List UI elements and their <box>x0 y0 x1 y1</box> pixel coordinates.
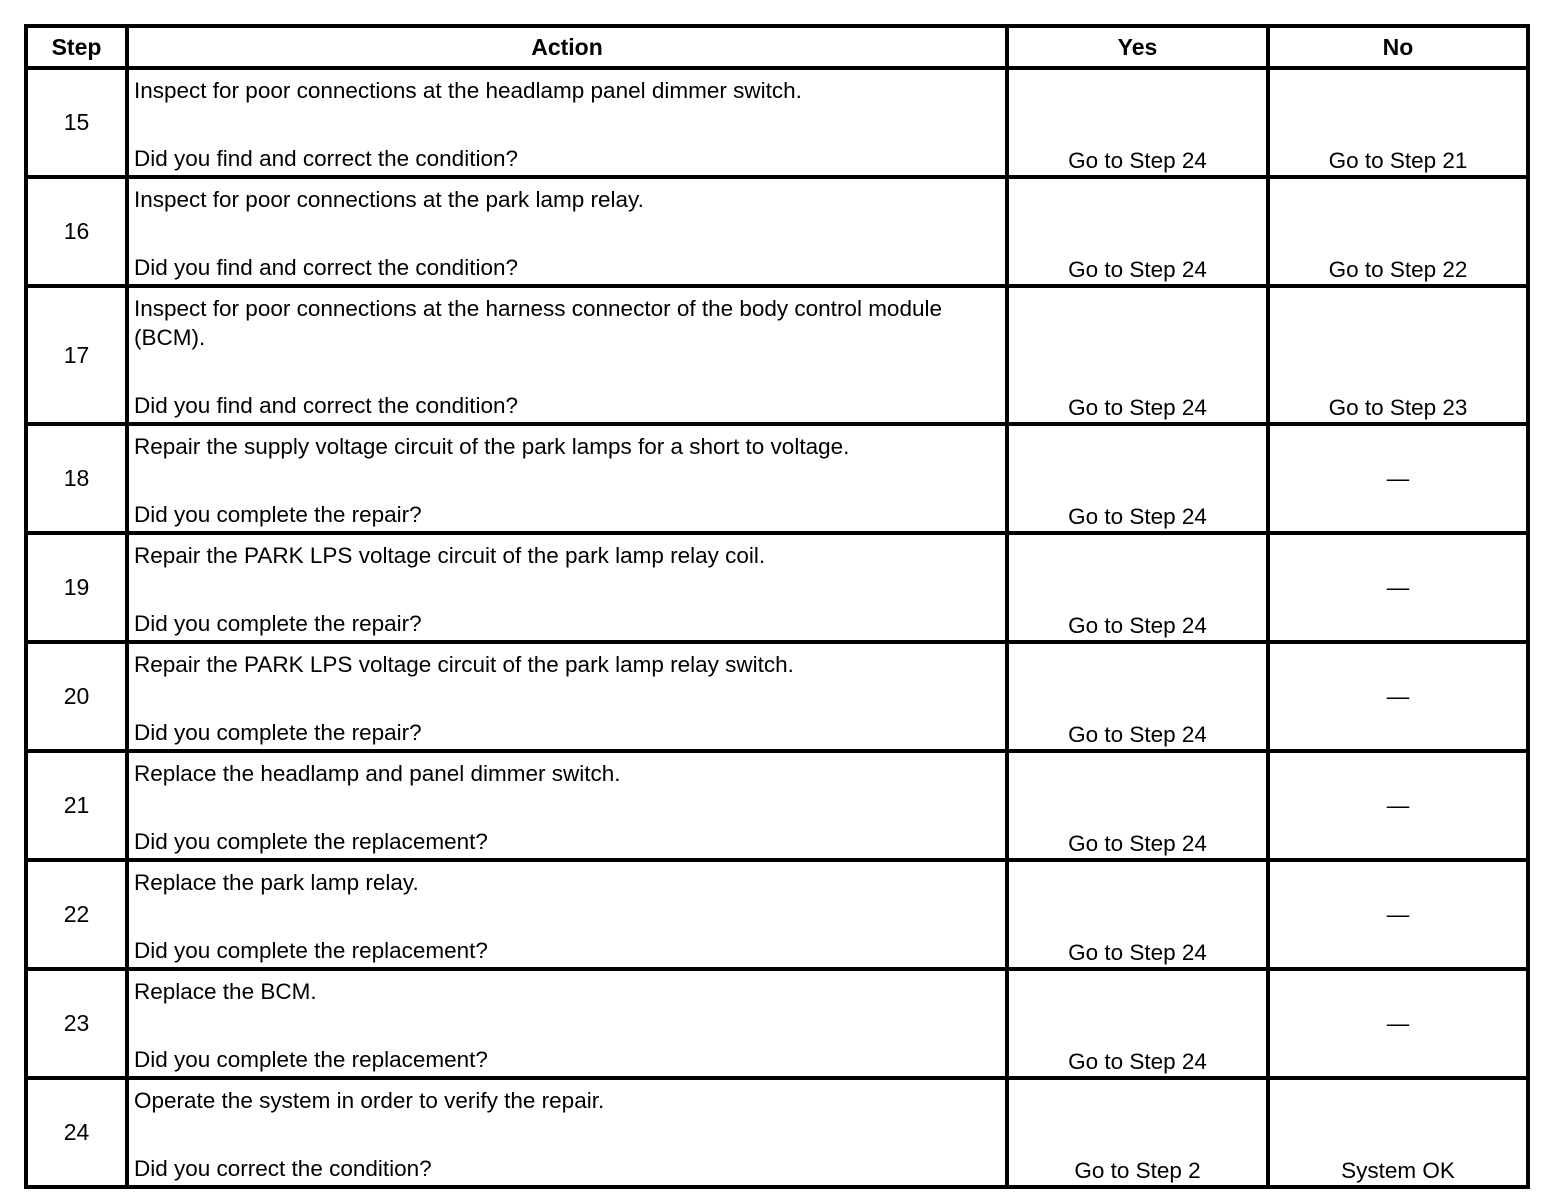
step-number: 21 <box>26 751 127 860</box>
step-number: 20 <box>26 642 127 751</box>
action-question: Did you complete the repair? <box>134 611 422 636</box>
table-row <box>26 286 1528 424</box>
yes-result: Go to Step 24 <box>1007 177 1268 286</box>
header-step: Step <box>26 26 127 68</box>
table-row <box>26 969 1528 1078</box>
step-number: 17 <box>26 286 127 424</box>
action-question: Did you find and correct the condition? <box>134 393 518 418</box>
action-instruction: Replace the headlamp and panel dimmer switch. <box>134 761 621 786</box>
step-number: 24 <box>26 1078 127 1187</box>
no-result: — <box>1268 751 1528 860</box>
action-cell <box>127 860 1007 969</box>
action-cell <box>127 68 1007 177</box>
no-result: — <box>1268 642 1528 751</box>
no-result: — <box>1268 424 1528 533</box>
table-row <box>26 533 1528 642</box>
action-question: Did you complete the replacement? <box>134 938 488 963</box>
step-number: 19 <box>26 533 127 642</box>
no-result: Go to Step 21 <box>1268 68 1528 177</box>
step-number: 18 <box>26 424 127 533</box>
yes-result: Go to Step 24 <box>1007 286 1268 424</box>
no-result: — <box>1268 969 1528 1078</box>
table-row <box>26 751 1528 860</box>
action-question: Did you find and correct the condition? <box>134 255 518 280</box>
no-result: — <box>1268 860 1528 969</box>
action-question: Did you correct the condition? <box>134 1156 432 1181</box>
action-question: Did you find and correct the condition? <box>134 146 518 171</box>
action-cell <box>127 751 1007 860</box>
table-row <box>26 68 1528 177</box>
action-instruction: Replace the park lamp relay. <box>134 870 419 895</box>
step-number: 15 <box>26 68 127 177</box>
action-instruction: Operate the system in order to verify the repair. <box>134 1088 605 1113</box>
action-question: Did you complete the replacement? <box>134 1047 488 1072</box>
step-number: 22 <box>26 860 127 969</box>
no-result: Go to Step 23 <box>1268 286 1528 424</box>
table-row <box>26 1078 1528 1187</box>
yes-result: Go to Step 24 <box>1007 642 1268 751</box>
yes-result: Go to Step 24 <box>1007 68 1268 177</box>
action-question: Did you complete the replacement? <box>134 829 488 854</box>
action-instruction: Repair the PARK LPS voltage circuit of the park lamp relay switch. <box>134 652 794 677</box>
no-result: System OK <box>1268 1078 1528 1187</box>
no-result: — <box>1268 533 1528 642</box>
diagnostic-table <box>24 24 1530 1189</box>
action-cell <box>127 969 1007 1078</box>
yes-result: Go to Step 24 <box>1007 860 1268 969</box>
table-row <box>26 860 1528 969</box>
table-row <box>26 642 1528 751</box>
action-question: Did you complete the repair? <box>134 502 422 527</box>
no-result: Go to Step 22 <box>1268 177 1528 286</box>
table-row <box>26 424 1528 533</box>
yes-result: Go to Step 24 <box>1007 751 1268 860</box>
action-cell <box>127 533 1007 642</box>
action-instruction: Repair the PARK LPS voltage circuit of the park lamp relay coil. <box>134 543 766 568</box>
action-cell <box>127 177 1007 286</box>
header-yes: Yes <box>1007 26 1268 68</box>
header-no: No <box>1268 26 1528 68</box>
action-instruction: Inspect for poor connections at the harness connector of the body control module (BCM). <box>134 296 942 350</box>
action-question: Did you complete the repair? <box>134 720 422 745</box>
action-instruction: Replace the BCM. <box>134 979 317 1004</box>
action-cell <box>127 424 1007 533</box>
yes-result: Go to Step 2 <box>1007 1078 1268 1187</box>
action-instruction: Inspect for poor connections at the park lamp relay. <box>134 187 644 212</box>
step-number: 23 <box>26 969 127 1078</box>
table-header-row <box>26 26 1528 68</box>
table-row <box>26 177 1528 286</box>
yes-result: Go to Step 24 <box>1007 969 1268 1078</box>
action-cell <box>127 1078 1007 1187</box>
action-instruction: Repair the supply voltage circuit of the park lamps for a short to voltage. <box>134 434 850 459</box>
yes-result: Go to Step 24 <box>1007 533 1268 642</box>
action-cell <box>127 642 1007 751</box>
action-instruction: Inspect for poor connections at the headlamp panel dimmer switch. <box>134 78 802 103</box>
header-action: Action <box>127 26 1007 68</box>
action-cell <box>127 286 1007 424</box>
yes-result: Go to Step 24 <box>1007 424 1268 533</box>
step-number: 16 <box>26 177 127 286</box>
